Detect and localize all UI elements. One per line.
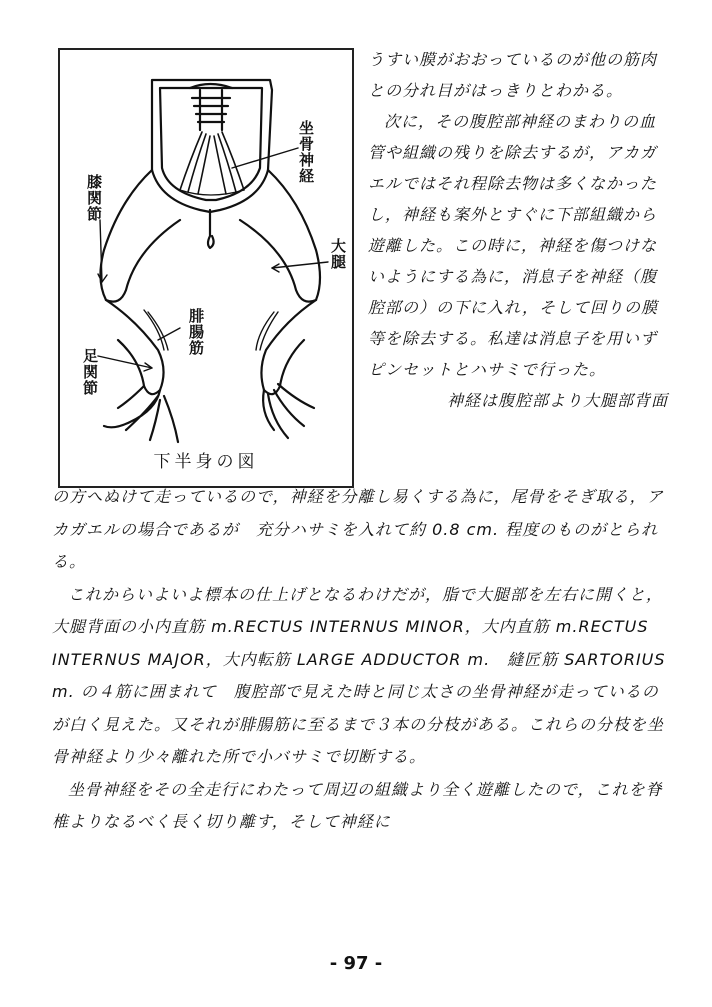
sciatic-nerve-label: 坐骨神経 [297,120,315,184]
thigh-label: 大腿 [329,238,347,270]
side-paragraph-2: 次に，その腹腔部神経のまわりの血管や組織の残りを除去するが，アカガエルではそれ程除去物は多くなかったし，神経も案外とすぐに下部組織から遊離した。この時に，神経を傷つけないようにする為に，消息子を神経（腹腔部の）の下に入れ，そして回りの膜等を除去する。私達は消息子を用いずピンセットとハサミで行った。 [368,112,658,379]
body-paragraph-1: の方へぬけて走っているので，神経を分離し易くする為に，尾骨をそぎ取る，アカガエルの場合であるが 充分ハサミを入れて約 0.8 cm. 程度のものがとられる。 [52,487,664,571]
frog-lower-body-drawing [60,50,352,486]
figure-frame [58,48,354,488]
knee-joint-label: 膝関節 [85,174,103,222]
gastrocnemius-label: 腓腸筋 [187,308,205,356]
body-paragraph-3: 坐骨神経をその全走行にわたって周辺の組織より全く遊離したので，これを脊椎よりなるべく長く切り離す，そして神経に [52,779,663,831]
side-paragraph-3: 神経は腹腔部より大腿部背面 [446,391,668,410]
side-paragraph-1: うすい膜がおおっているのが他の筋肉との分れ目がはっきりとわかる。 [368,50,658,100]
side-column-text [368,44,668,416]
body-paragraph-2: これからいよいよ標本の仕上げとなるわけだが，脂で大腿部を左右に開くと，大腿背面の小内直筋 m.RECTUS INTERNUS MINOR，大内直筋 m.RECTUS INTERNUS MAJOR，大内転筋 LARGE ADDUCTOR m. 縫匠筋 SARTORIUS m. の４筋に囲まれて 腹腔部で見えた時と同じ太さの坐骨神経が走っているのが白く見えた。又それが腓腸筋に至るまで３本の分枝がある。これらの分枝を坐骨神経より少々離れた所で小バサミで切断する。 [52,584,666,766]
figure-caption: 下半身の図 [153,452,259,472]
page-number: - 97 - [329,953,383,974]
body-text [52,481,670,839]
ankle-joint-label: 足関節 [81,348,99,396]
